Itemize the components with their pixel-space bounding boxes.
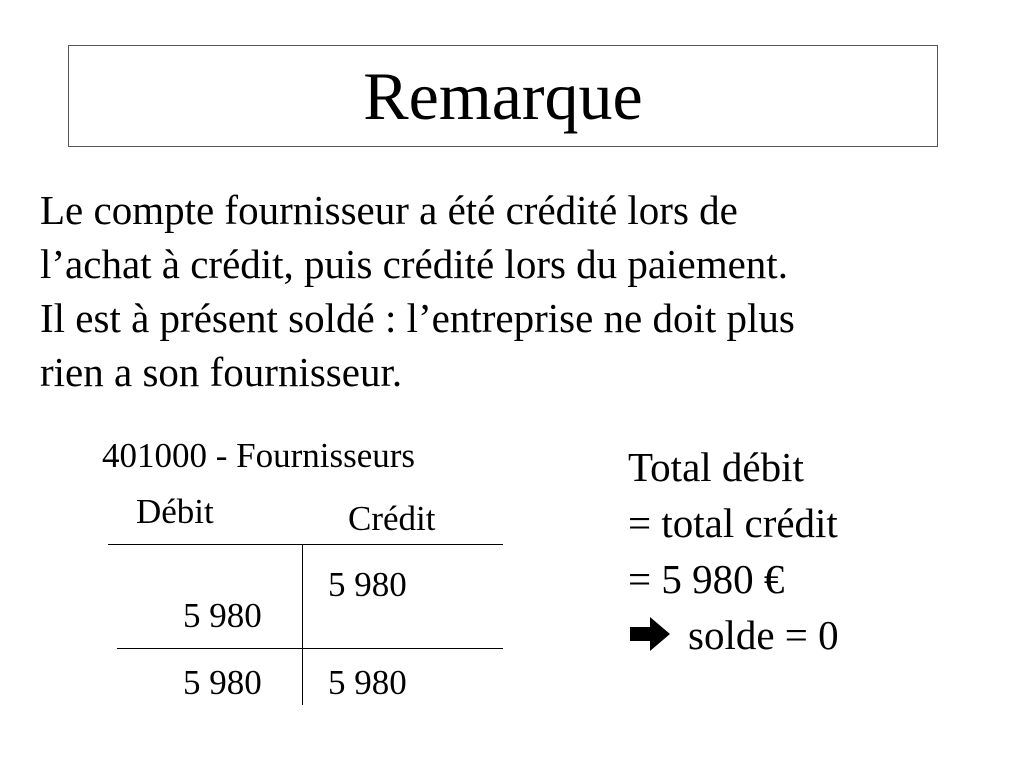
title-box — [68, 45, 938, 147]
balance-result: solde = 0 — [688, 612, 839, 658]
paragraph-line: Le compte fournisseur a été crédité lors de — [40, 187, 738, 233]
credit-total: 5 980 — [328, 663, 407, 702]
paragraph-line: rien a son fournisseur. — [40, 349, 403, 395]
summary-result-line — [628, 607, 839, 663]
credit-entry: 5 980 — [328, 565, 407, 604]
debit-total: 5 980 — [183, 663, 262, 702]
summary-line: = 5 980 € — [628, 556, 785, 602]
remark-paragraph — [40, 183, 1010, 399]
paragraph-line: l’achat à crédit, puis crédité lors du paiement. — [40, 241, 788, 287]
right-arrow-icon — [628, 615, 672, 653]
t-account-top-rule — [108, 544, 503, 545]
debit-entry: 5 980 — [183, 596, 262, 635]
slide-title: Remarque — [363, 58, 643, 134]
balance-summary — [628, 439, 839, 663]
t-account-total-rule — [117, 648, 503, 649]
summary-line: = total crédit — [628, 500, 838, 546]
debit-header: Débit — [136, 492, 214, 531]
account-title: 401000 - Fournisseurs — [102, 436, 416, 475]
credit-header: Crédit — [348, 499, 436, 538]
paragraph-line: Il est à présent soldé : l’entreprise ne doit plus — [40, 295, 795, 341]
t-account-center-rule — [302, 545, 303, 705]
summary-line: Total débit — [628, 444, 804, 490]
